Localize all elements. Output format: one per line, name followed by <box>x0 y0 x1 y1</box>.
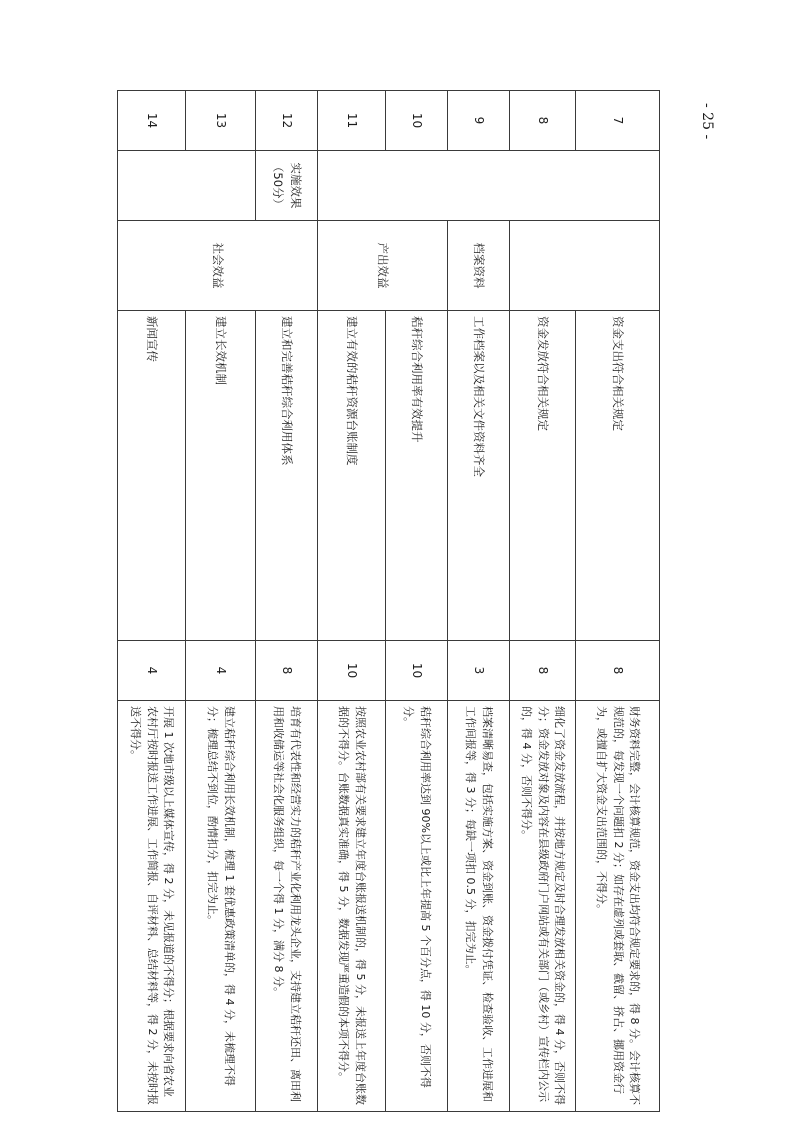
score-cell: 3 <box>448 641 510 701</box>
row-number: 11 <box>318 91 386 151</box>
table-row <box>576 91 660 1112</box>
criteria-cell: 财务资料完整，会计核算规范，资金支出均符合规定要求的，得 8 分。会计核算不规范的，每发现一个问题扣 2 分；如存在虚列或套取、截留、挤占、挪用资金行为，或擅自扩大资金支出范围的，不得分。 <box>576 701 660 1112</box>
blank-cell <box>118 151 256 221</box>
item-cell: 新闻宣传 <box>118 311 186 641</box>
criteria-cell: 细化了资金发放流程，并按地方规定及时合理发放相关资金的，得 4 分，否则不得分；资金发放对象及内容在县级政府门户网站或有关部门（或乡村）宣传栏内公示的，得 4 分，否则不得分。 <box>510 701 576 1112</box>
table-row <box>256 91 318 1112</box>
table-row <box>386 91 448 1112</box>
row-number: 9 <box>448 91 510 151</box>
score-cell: 10 <box>318 641 386 701</box>
criteria-cell: 档案清晰易查，包括实施方案、资金到账、资金拨付凭证、检查验收、工作进展和工作间报等，得 3 分；每缺一项扣 0.5 分，扣完为止。 <box>448 701 510 1112</box>
category-cell: 社会效益 <box>118 221 318 311</box>
score-cell: 4 <box>186 641 256 701</box>
criteria-cell: 秸秆综合利用率达到 90%以上或比上年提高 5 个百分点，得 10 分，否则不得分。 <box>386 701 448 1112</box>
score-cell: 4 <box>118 641 186 701</box>
criteria-cell: 开展 1 次地市级以上媒体宣传，得 2 分，未见报道的不得分；根据要求向省农业农村厅按时报送工作进展、工作简报、自评材料、总结材料等，得 2 分，未按时报送不得分。 <box>118 701 186 1112</box>
row-number: 12 <box>256 91 318 151</box>
item-cell: 资金发放符合相关规定 <box>510 311 576 641</box>
evaluation-table <box>117 90 660 1112</box>
row-number: 10 <box>386 91 448 151</box>
row-number: 13 <box>186 91 256 151</box>
score-cell: 8 <box>576 641 660 701</box>
criteria-cell: 按照农业农村部有关要求建立年度台账报送机制的，得 5 分，未报送上年度台账数据的不得分。台账数据真实准确，得 5 分，数据发现严重造假的本项不得分。 <box>318 701 386 1112</box>
row-number: 7 <box>576 91 660 151</box>
category-cell <box>510 221 660 311</box>
item-cell: 资金支出符合相关规定 <box>576 311 660 641</box>
item-cell: 工作档案以及相关文件资料齐全 <box>448 311 510 641</box>
page-number: - 25 - <box>699 103 715 140</box>
table-row <box>448 91 510 1112</box>
item-cell: 建立有效的秸秆资源台账制度 <box>318 311 386 641</box>
category-cell: 产出效益 <box>318 221 448 311</box>
item-cell: 建立和完善秸秆综合利用体系 <box>256 311 318 641</box>
category-cell: 档案资料 <box>448 221 510 311</box>
row-number: 14 <box>118 91 186 151</box>
score-cell: 8 <box>256 641 318 701</box>
item-cell: 建立长效机制 <box>186 311 256 641</box>
criteria-cell: 培育有代表性和经营实力的秸秆产业化利用龙头企业，支持建立秸秆还田、离田利用和收储运等社会化服务组织，每一个得 1 分，满分 8 分。 <box>256 701 318 1112</box>
blank-cell <box>318 151 660 221</box>
criteria-cell: 建立秸秆综合利用长效机制，梳理 1 套优惠政策清单的，得 4 分，未梳理不得分；梳理总结不到位，酌情扣分，扣完为止。 <box>186 701 256 1112</box>
score-cell: 8 <box>510 641 576 701</box>
item-cell: 秸秆综合利用率有效提升 <box>386 311 448 641</box>
score-cell: 10 <box>386 641 448 701</box>
section-cell: 实施效果（50分） <box>256 151 318 221</box>
row-number: 8 <box>510 91 576 151</box>
evaluation-table-wrapper <box>118 90 660 1111</box>
